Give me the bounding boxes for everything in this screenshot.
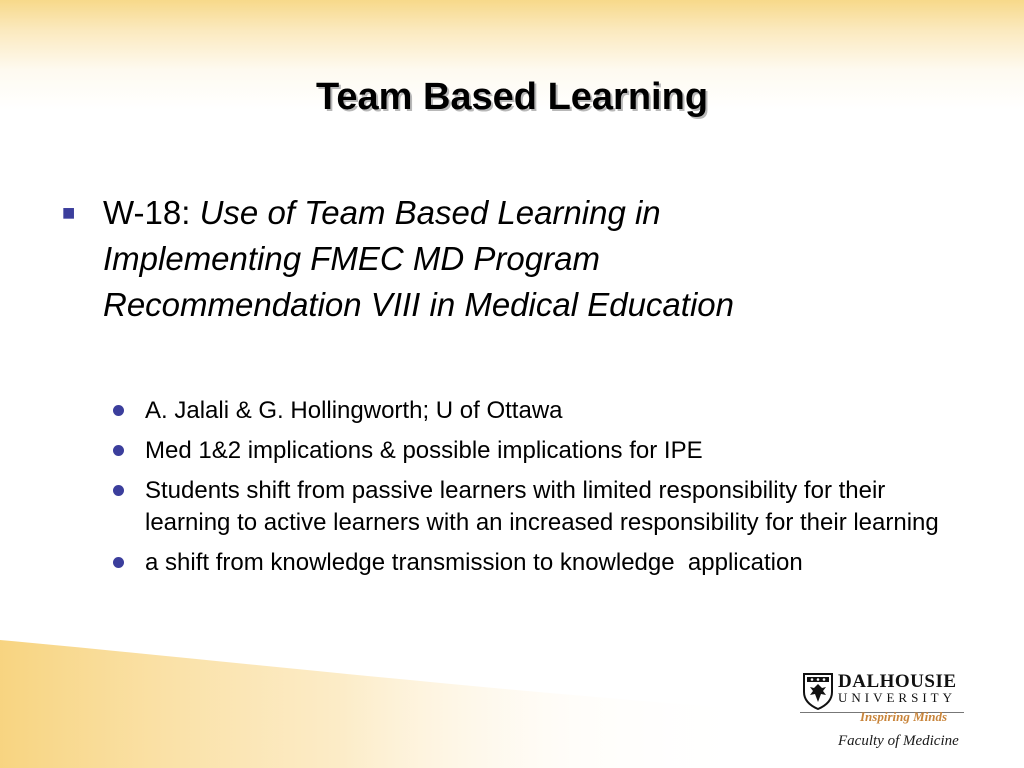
list-item-text: a shift from knowledge transmission to knowledge application (145, 549, 803, 576)
round-bullet-icon (113, 405, 124, 416)
main-bullet-text (103, 190, 893, 328)
list-item (113, 395, 960, 427)
main-bullet (62, 190, 962, 328)
main-bullet-title-line-2: Implementing FMEC MD Program (103, 240, 600, 277)
list-item (113, 547, 960, 579)
dalhousie-logo (800, 670, 970, 758)
main-bullet-title-line-3: Recommendation VIII in Medical Education (103, 286, 734, 323)
list-item (113, 435, 960, 467)
sub-bullet-list (113, 395, 973, 587)
main-bullet-prefix: W-18: (103, 194, 200, 231)
logo-tagline: Inspiring Minds (860, 709, 948, 724)
list-item-text: Students shift from passive learners with limited responsibility for their learning to active learners with an increased responsibility for their learning (145, 477, 939, 536)
main-bullet-title-line-1: Use of Team Based Learning in (199, 194, 661, 231)
square-bullet-icon: ■ (62, 200, 76, 225)
logo-university: UNIVERSITY (838, 690, 956, 705)
round-bullet-icon (113, 485, 124, 496)
dalhousie-crest-icon (802, 672, 834, 710)
logo-name: DALHOUSIE (838, 671, 957, 692)
logo-faculty: Faculty of Medicine (838, 733, 959, 749)
list-item-text: A. Jalali & G. Hollingworth; U of Ottawa (145, 397, 563, 424)
round-bullet-icon (113, 557, 124, 568)
list-item (113, 475, 960, 539)
list-item-text: Med 1&2 implications & possible implications for IPE (145, 437, 703, 464)
slide-title: Team Based Learning (315, 76, 709, 118)
round-bullet-icon (113, 445, 124, 456)
